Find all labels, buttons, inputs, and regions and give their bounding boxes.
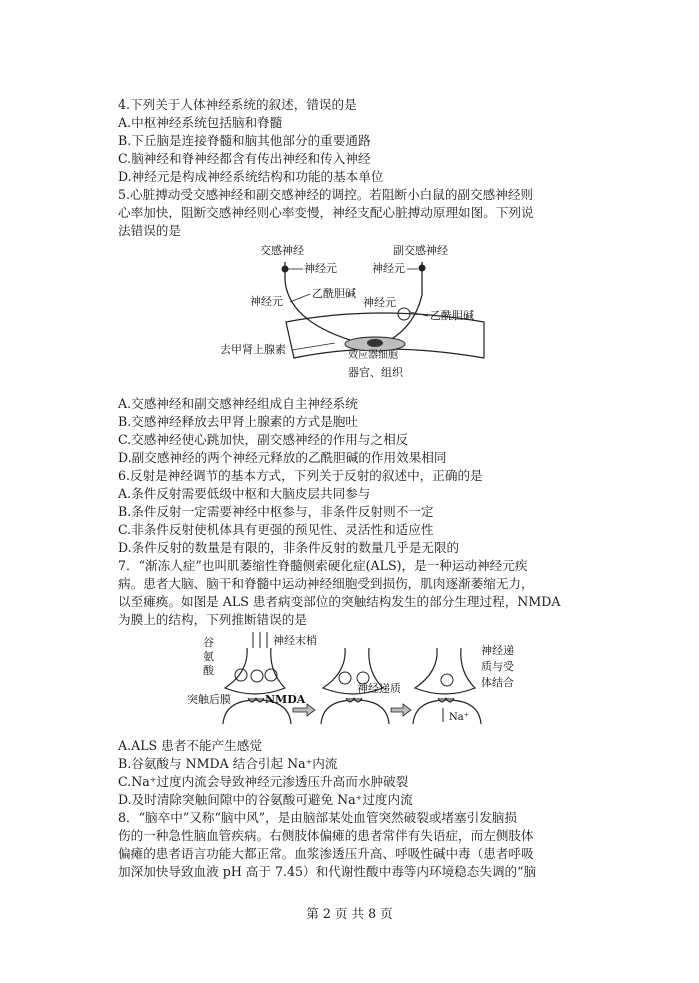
postsynaptic-membrane-3 bbox=[413, 700, 481, 724]
label-neuron-parasympathetic: 神经元 bbox=[372, 262, 405, 275]
label-na-ion: Na⁺ bbox=[449, 712, 469, 723]
presynaptic-terminal-3 bbox=[415, 648, 475, 694]
leader-line bbox=[292, 343, 335, 350]
label-nerve-terminal: 神经末梢 bbox=[273, 634, 317, 647]
label-binding-3: 体结合 bbox=[481, 676, 514, 689]
label-organ-tissue: 器官、组织 bbox=[348, 366, 403, 379]
q6-option-a: A.条件反射需要低级中枢和大脑皮层共同参与 bbox=[118, 486, 371, 501]
synapse-svg bbox=[185, 628, 525, 733]
q7-stem-line-4: 为膜上的结构，下列推断错误的是 bbox=[118, 612, 307, 627]
q7-option-a: A.ALS 患者不能产生感觉 bbox=[118, 738, 262, 753]
label-glu-1: 谷 bbox=[203, 636, 214, 649]
sympathetic-ganglion bbox=[282, 266, 289, 273]
q5-stem-line-3: 法错误的是 bbox=[118, 223, 181, 238]
vesicle bbox=[441, 674, 453, 686]
q5-option-b: B.交感神经释放去甲肾上腺素的方式是胞吐 bbox=[118, 414, 358, 429]
label-neuron-2: 神经元 bbox=[250, 295, 283, 308]
parasympathetic-ganglion bbox=[419, 265, 426, 272]
q7-option-c: C.Na⁺过度内流会导致神经元渗透压升高而水肿破裂 bbox=[118, 774, 409, 789]
label-ach-2: 乙酰胆碱 bbox=[430, 309, 474, 322]
leader-line bbox=[290, 294, 310, 302]
step-arrow-2 bbox=[391, 704, 411, 716]
q5-option-d: D.副交感神经的两个神经元释放的乙酰胆碱的作用效果相同 bbox=[118, 450, 447, 465]
vesicle bbox=[339, 672, 351, 684]
heart-innervation-svg bbox=[200, 240, 500, 390]
q8-stem-line-2: 伤的一种急性脑血管疾病。右侧肢体偏瘫的患者常伴有失语症，而左侧肢体 bbox=[118, 828, 534, 843]
q6-option-c: C.非条件反射使机体具有更强的预见性、灵活性和适应性 bbox=[118, 522, 434, 537]
q5-option-c: C.交感神经使心跳加快，副交感神经的作用与之相反 bbox=[118, 432, 409, 447]
heart-innervation-figure bbox=[200, 240, 500, 390]
vesicle bbox=[235, 669, 247, 681]
label-effector-cell: 效应器细胞 bbox=[348, 350, 398, 361]
page-footer: 第 2 页 共 8 页 bbox=[306, 906, 393, 921]
q7-option-b: B.谷氨酸与 NMDA 结合引起 Na⁺内流 bbox=[118, 756, 338, 771]
q5-option-a: A.交感神经和副交感神经组成自主神经系统 bbox=[118, 396, 358, 411]
q4-option-d: D.神经元是构成神经系统结构和功能的基本单位 bbox=[118, 169, 384, 184]
q8-stem-line-3: 偏瘫的患者语言功能大都正常。血浆渗透压升高、呼吸性碱中毒（患者呼吸 bbox=[118, 846, 534, 861]
label-binding-1: 神经递 bbox=[481, 644, 514, 657]
q7-option-d: D.及时清除突触间隙中的谷氨酸可避免 Na⁺过度内流 bbox=[118, 792, 413, 807]
q6-option-b: B.条件反射一定需要神经中枢参与，非条件反射则不一定 bbox=[118, 504, 434, 519]
q6-option-d: D.条件反射的数量是有限的，非条件反射的数量几乎是无限的 bbox=[118, 540, 460, 555]
q7-stem-line-1: 7．“渐冻人症”也叫肌萎缩性脊髓侧索硬化症(ALS)，是一种运动神经元疾 bbox=[118, 558, 528, 573]
q5-stem-line-1: 5.心脏搏动受交感神经和副交感神经的调控。若阻断小白鼠的副交感神经则 bbox=[118, 187, 534, 202]
q4-option-b: B.下丘脑是连接脊髓和脑其他部分的重要通路 bbox=[118, 133, 371, 148]
label-neuron-3: 神经元 bbox=[363, 296, 396, 309]
vesicle bbox=[251, 670, 263, 682]
q8-stem-line-1: 8．“脑卒中”又称“脑中风”，是由脑部某处血管突然破裂或堵塞引发脑损 bbox=[118, 810, 517, 825]
label-sympathetic: 交感神经 bbox=[260, 244, 304, 257]
label-parasympathetic: 副交感神经 bbox=[393, 244, 448, 257]
q4-stem: 4.下列关于人体神经系统的叙述，错误的是 bbox=[118, 97, 357, 112]
label-neurotransmitter: 神经递质 bbox=[357, 682, 401, 695]
label-nmda: NMDA bbox=[265, 693, 306, 706]
q5-stem-line-2: 心率加快，阻断交感神经则心率变慢，神经支配心脏搏动原理如图。下列说 bbox=[118, 205, 534, 220]
q8-stem-line-4: 加深加快导致血液 pH 高于 7.45）和代谢性酸中毒等内环境稳态失调的“脑 bbox=[118, 864, 537, 879]
q6-stem: 6.反射是神经调节的基本方式，下列关于反射的叙述中，正确的是 bbox=[118, 468, 483, 483]
q4-option-a: A.中枢神经系统包括脑和脊髓 bbox=[118, 115, 283, 130]
label-neuron-sympathetic: 神经元 bbox=[304, 262, 337, 275]
q4-option-c: C.脑神经和脊神经都含有传出神经和传入神经 bbox=[118, 151, 371, 166]
postsynaptic-membrane-2 bbox=[321, 700, 389, 724]
label-glu-3: 酸 bbox=[203, 664, 214, 677]
q7-stem-line-3: 以至瘫痪。如图是 ALS 患者病变部位的突触结构发生的部分生理过程，NMDA bbox=[118, 594, 561, 609]
q7-stem-line-2: 病。患者大脑、脑干和脊髓中运动神经细胞受到损伤，肌肉逐渐萎缩无力， bbox=[118, 576, 534, 591]
effector-nucleus bbox=[367, 339, 383, 347]
label-postsynaptic-membrane: 突触后膜 bbox=[187, 693, 231, 706]
label-glu-2: 氨 bbox=[203, 650, 214, 663]
label-ach-1: 乙酰胆碱 bbox=[312, 287, 356, 300]
label-binding-2: 质与受 bbox=[481, 660, 514, 673]
synapse-figure bbox=[185, 628, 525, 733]
label-norepinephrine: 去甲肾上腺素 bbox=[220, 343, 286, 356]
